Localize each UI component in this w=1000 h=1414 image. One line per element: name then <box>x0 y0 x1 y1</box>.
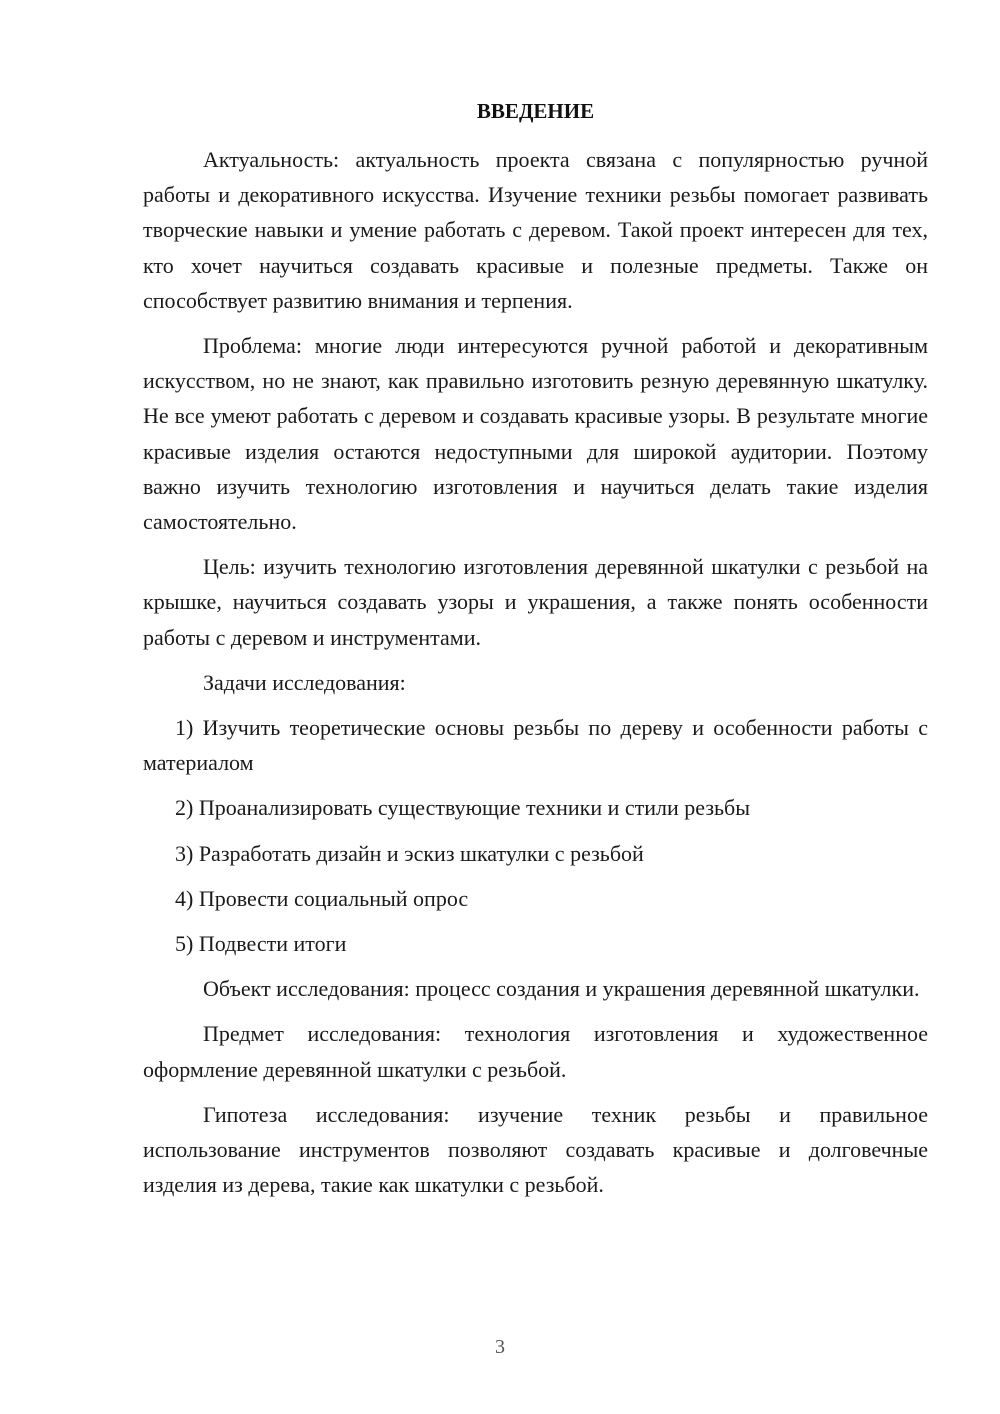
task-item-5: 5) Подвести итоги <box>175 931 347 957</box>
task-item-3: 3) Разработать дизайн и эскиз шкатулки с резьбой <box>175 840 644 866</box>
goal-paragraph: Цель: изучить технологию изготовления деревянной шкатулки с резьбой на крышке, научиться создавать узоры и украшения, а также понять особенности работы с деревом и инструментами. <box>143 554 928 650</box>
object-paragraph: Объект исследования: процесс создания и украшения деревянной шкатулки. <box>203 976 920 1002</box>
document-page <box>143 94 928 1212</box>
task-item-4: 4) Провести социальный опрос <box>175 885 469 911</box>
subject-paragraph: Предмет исследования: технология изготовления и художественное оформление деревянной шкатулки с резьбой. <box>143 1021 928 1082</box>
task-item-2: 2) Проанализировать существующие техники и стили резьбы <box>175 795 751 821</box>
page-number: 3 <box>495 1336 505 1358</box>
problem-paragraph: Проблема: многие люди интересуются ручной работой и декоративным искусством, но не знают, как правильно изготовить резную деревянную шкатулку. Не все умеют работать с деревом и создавать красивые узоры. В результате многие красивые изделия остаются недоступными для широкой аудитории. Поэтому важно изучить технологию изготовления и научиться делать такие изделия самостоятельно. <box>143 333 928 535</box>
relevance-paragraph: Актуальность: актуальность проекта связана с популярностью ручной работы и декоративного искусства. Изучение техники резьбы помогает развивать творческие навыки и умение работать с деревом. Такой проект интересен для тех, кто хочет научиться создавать красивые и полезные предметы. Также он способствует развитию внимания и терпения. <box>143 147 928 313</box>
hypothesis-paragraph: Гипотеза исследования: изучение техник резьбы и правильное использование инструментов позволяют создавать красивые и долговечные изделия из дерева, такие как шкатулки с резьбой. <box>143 1101 928 1198</box>
task-item-1: 1) Изучить теоретические основы резьбы по дереву и особенности работы с материалом <box>143 715 928 776</box>
tasks-heading: Задачи исследования: <box>203 669 406 695</box>
page-title: ВВЕДЕНИЕ <box>476 99 595 123</box>
